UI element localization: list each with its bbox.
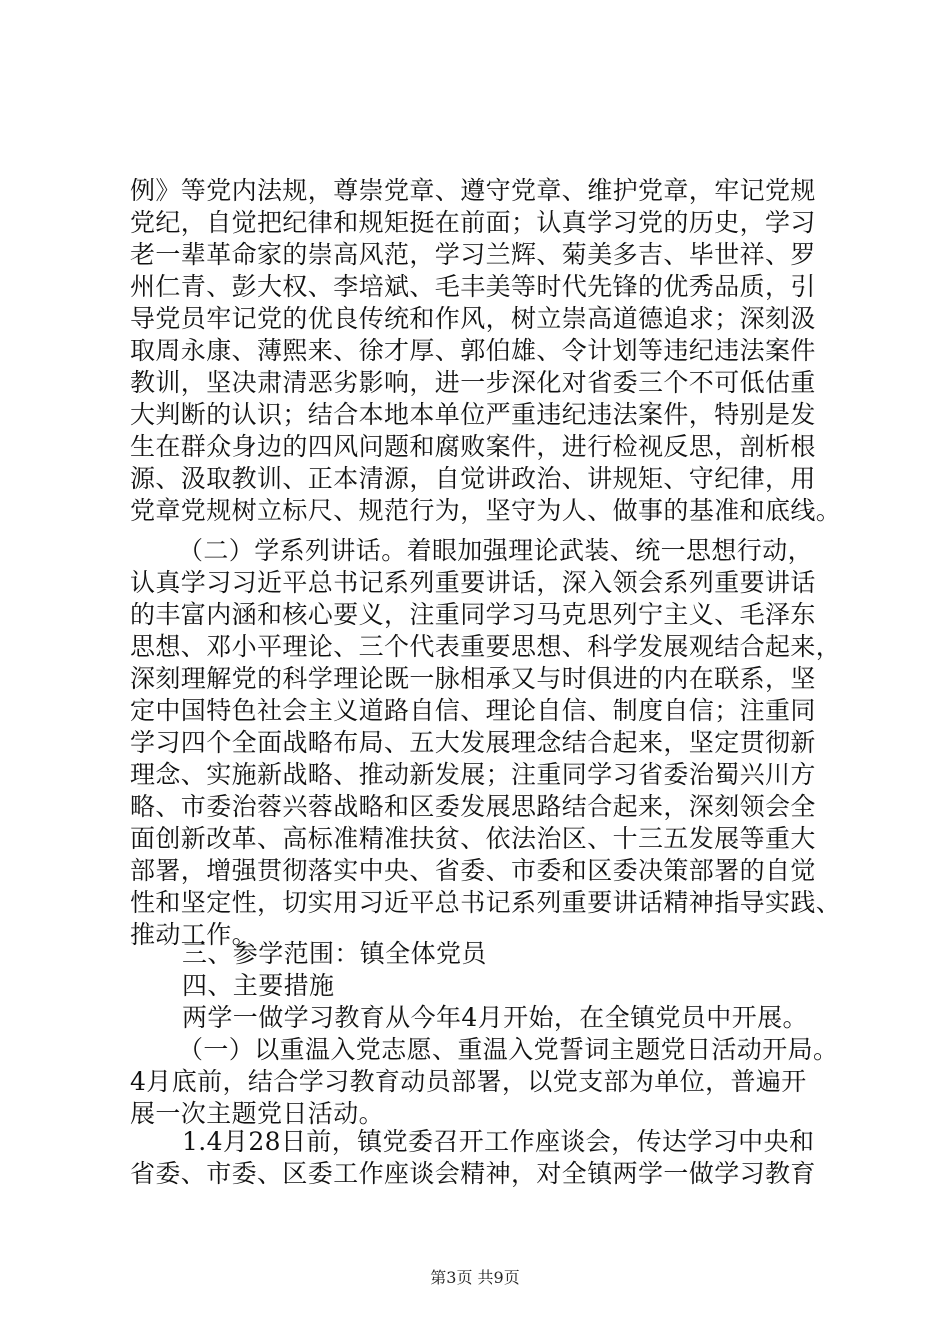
text-line: 教训，坚决肃清恶劣影响，进一步深化对省委三个不可低估重 (130, 368, 816, 397)
text-line: 州仁青、彭大权、李培斌、毛丰美等时代先锋的优秀品质，引 (130, 272, 816, 301)
text-line: 源、汲取教训、正本清源，自觉讲政治、讲规矩、守纪律，用 (130, 464, 816, 493)
text-line: 展一次主题党日活动。 (130, 1099, 385, 1128)
text-line: （二）学系列讲话。着眼加强理论武装、统一思想行动， (178, 536, 814, 565)
text-line: 党章党规树立标尺、规范行为，坚守为人、做事的基准和底线。 (130, 496, 842, 525)
section-heading-measures: 四、主要措施 (182, 971, 335, 1000)
text-line: 省委、市委、区委工作座谈会精神，对全镇两学一做学习教育 (130, 1159, 816, 1188)
text-line: 例》等党内法规，尊崇党章、遵守党章、维护党章，牢记党规 (130, 176, 816, 205)
text-line: 老一辈革命家的崇高风范，学习兰辉、菊美多吉、毕世祥、罗 (130, 240, 816, 269)
text-line: 性和坚定性，切实用习近平总书记系列重要讲话精神指导实践、 (130, 888, 842, 917)
text-line: 大判断的认识；结合本地本单位严重违纪违法案件，特别是发 (130, 400, 816, 429)
text-line: 1.4月28日前，镇党委召开工作座谈会，传达学习中央和 (182, 1127, 815, 1156)
text-line: 部署，增强贯彻落实中央、省委、市委和区委决策部署的自觉 (130, 856, 816, 885)
text-line: 党纪，自觉把纪律和规矩挺在前面；认真学习党的历史，学习 (130, 208, 816, 237)
section-heading-scope: 三、参学范围：镇全体党员 (182, 939, 487, 968)
text-line: 定中国特色社会主义道路自信、理论自信、制度自信；注重同 (130, 696, 816, 725)
text-line: 思想、邓小平理论、三个代表重要思想、科学发展观结合起来， (130, 632, 842, 661)
text-line: 深刻理解党的科学理论既一脉相承又与时俱进的内在联系，坚 (130, 664, 816, 693)
text-line: 理念、实施新战略、推动新发展；注重同学习省委治蜀兴川方 (130, 760, 816, 789)
text-line: 4月底前，结合学习教育动员部署，以党支部为单位，普遍开 (130, 1067, 807, 1096)
text-line: 推动工作。 (130, 920, 258, 949)
paragraph-item-1 (130, 1126, 860, 1190)
text-line: 认真学习习近平总书记系列重要讲话，深入领会系列重要讲话 (130, 568, 816, 597)
text-line: 面创新改革、高标准精准扶贫、依法治区、十三五发展等重大 (130, 824, 816, 853)
intro-line: 两学一做学习教育从今年4月开始，在全镇党员中开展。 (182, 1003, 808, 1032)
paragraph-party-rules (130, 175, 860, 527)
text-line: 导党员牢记党的优良传统和作风，树立崇高道德追求；深刻汲 (130, 304, 816, 333)
section-scope-and-measures (130, 938, 860, 1130)
text-line: 略、市委治蓉兴蓉战略和区委发展思路结合起来，深刻领会全 (130, 792, 816, 821)
text-line: 取周永康、薄熙来、徐才厚、郭伯雄、令计划等违纪违法案件 (130, 336, 816, 365)
text-line: 学习四个全面战略布局、五大发展理念结合起来，坚定贯彻新 (130, 728, 816, 757)
paragraph-series-speeches (130, 535, 860, 951)
text-line: （一）以重温入党志愿、重温入党誓词主题党日活动开局。 (178, 1035, 839, 1064)
text-line: 的丰富内涵和核心要义，注重同学习马克思列宁主义、毛泽东 (130, 600, 816, 629)
page-number-footer: 第3页 共9页 (430, 1268, 520, 1287)
text-line: 生在群众身边的四风问题和腐败案件，进行检视反思，剖析根 (130, 432, 816, 461)
